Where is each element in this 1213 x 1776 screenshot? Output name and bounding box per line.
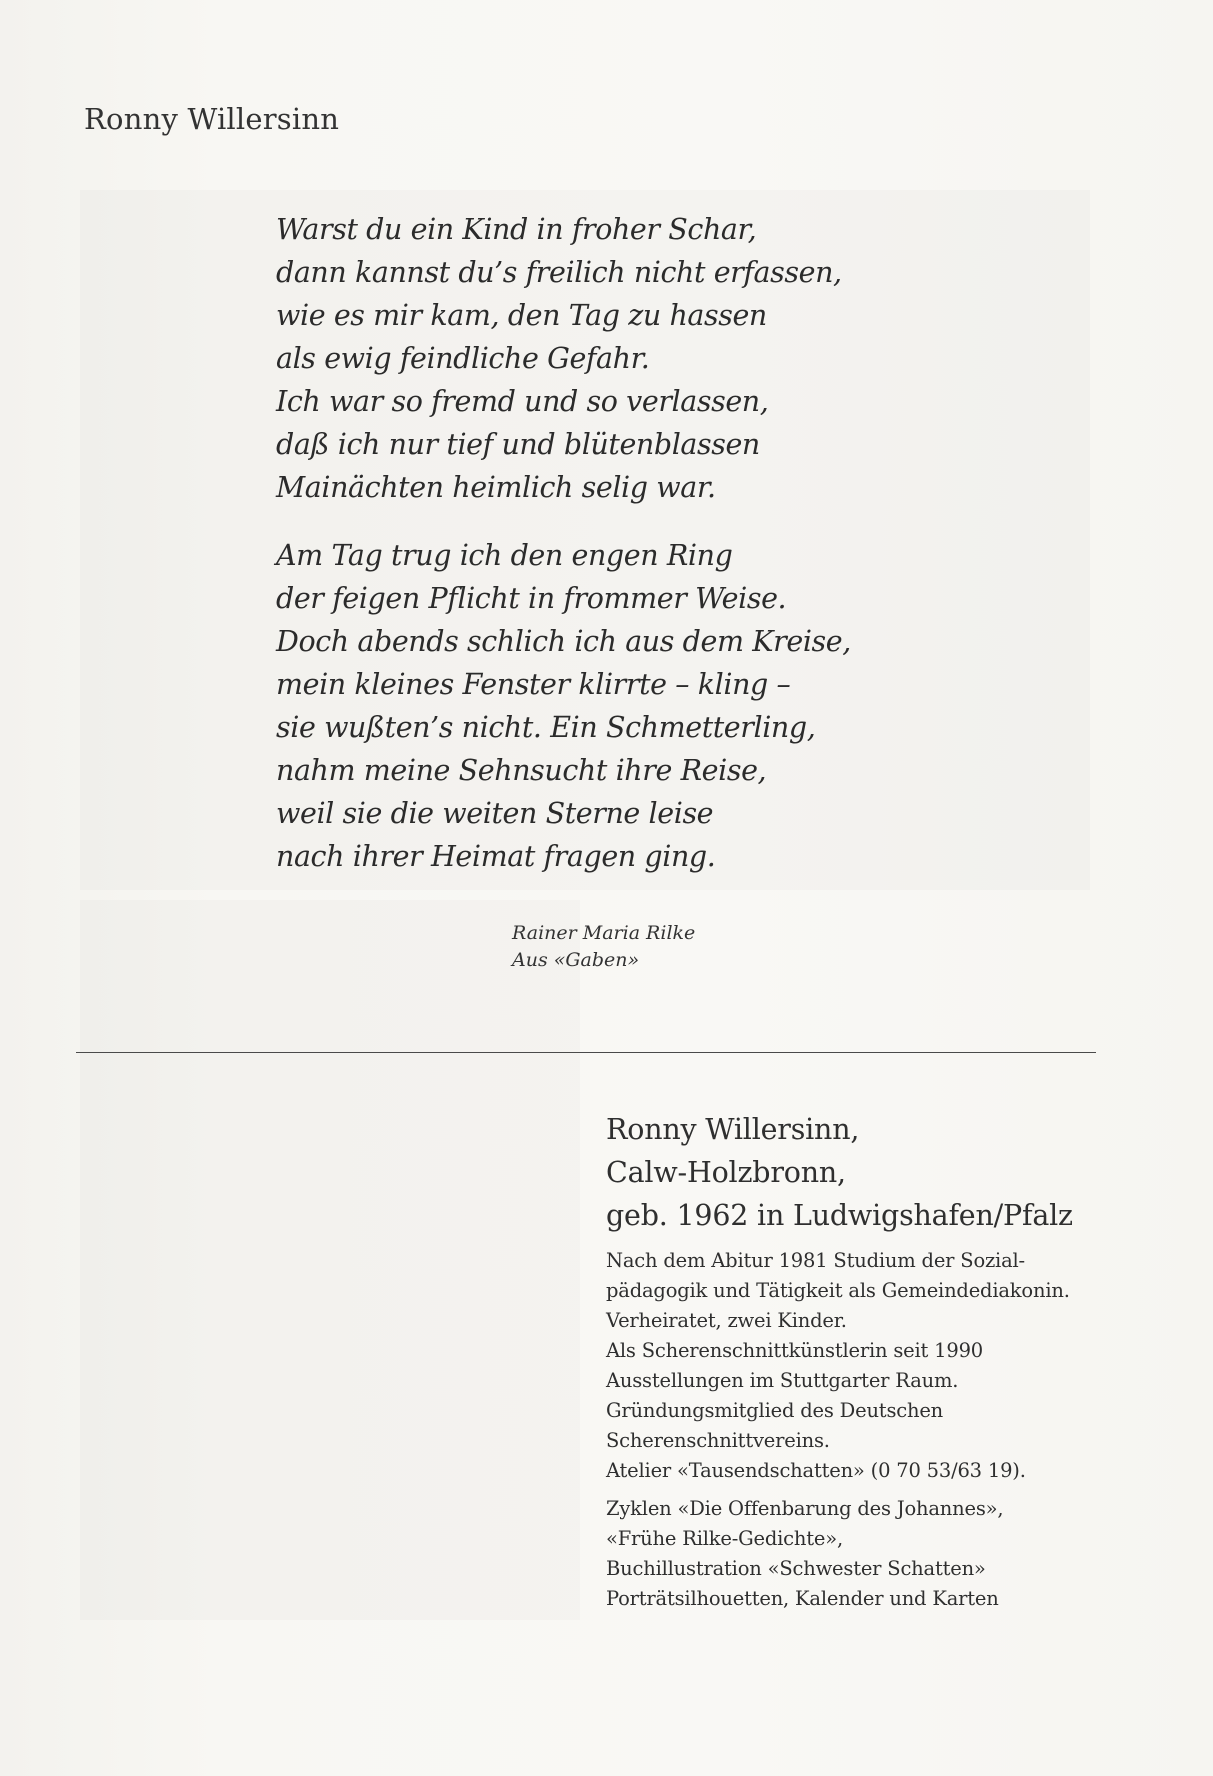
poem-attribution bbox=[512, 920, 695, 974]
verse-line: daß ich nur tief und blütenblassen bbox=[276, 428, 760, 461]
verse-line: wie es mir kam, den Tag zu hassen bbox=[276, 299, 767, 332]
verse-line: mein kleines Fenster klirrte – kling – bbox=[276, 668, 791, 701]
biography-line: Scherenschnittvereins. bbox=[606, 1429, 830, 1452]
biography-line: Nach dem Abitur 1981 Studium der Sozial- bbox=[606, 1249, 1025, 1272]
works-line: Zyklen «Die Offenbarung des Johannes», bbox=[606, 1497, 1004, 1520]
works-paragraph bbox=[606, 1494, 1106, 1614]
biography-line: Atelier «Tausendschatten» (0 70 53/63 19). bbox=[606, 1459, 1026, 1482]
artist-heading bbox=[606, 1108, 1073, 1237]
biography-line: Gründungsmitglied des Deutschen bbox=[606, 1399, 944, 1422]
verse-line: nach ihrer Heimat fragen ging. bbox=[276, 840, 716, 873]
divider-rule bbox=[76, 1052, 1096, 1053]
verse-line: der feigen Pflicht in frommer Weise. bbox=[276, 582, 787, 615]
biography-line: Als Scherenschnittkünstlerin seit 1990 bbox=[606, 1339, 983, 1362]
verse-line: sie wußten’s nicht. Ein Schmetterling, bbox=[276, 711, 816, 744]
verse-line: Am Tag trug ich den engen Ring bbox=[276, 539, 733, 572]
biography-line: Verheiratet, zwei Kinder. bbox=[606, 1309, 847, 1332]
works-line: «Frühe Rilke-Gedichte», bbox=[606, 1527, 843, 1550]
verse-line: Ich war so fremd und so verlassen, bbox=[276, 385, 769, 418]
artist-birth: geb. 1962 in Ludwigshafen/Pfalz bbox=[606, 1199, 1073, 1232]
biography-line: Ausstellungen im Stuttgarter Raum. bbox=[606, 1369, 959, 1392]
artist-name: Ronny Willersinn, bbox=[606, 1113, 860, 1146]
verse-line: Mainächten heimlich selig war. bbox=[276, 471, 716, 504]
attribution-source: Aus «Gaben» bbox=[512, 949, 640, 971]
verse-line: Doch abends schlich ich aus dem Kreise, bbox=[276, 625, 851, 658]
works-line: Porträtsilhouetten, Kalender und Karten bbox=[606, 1587, 999, 1610]
poem bbox=[276, 208, 916, 903]
biography-line: pädagogik und Tätigkeit als Gemeindediakonin. bbox=[606, 1279, 1070, 1302]
stanza-2 bbox=[276, 534, 916, 878]
verse-line: nahm meine Sehnsucht ihre Reise, bbox=[276, 754, 767, 787]
show-through-shadow bbox=[80, 900, 580, 1620]
artist-biography bbox=[606, 1246, 1106, 1622]
works-line: Buchillustration «Schwester Schatten» bbox=[606, 1557, 986, 1580]
verse-line: dann kannst du’s freilich nicht erfassen, bbox=[276, 256, 842, 289]
running-head: Ronny Willersinn bbox=[84, 102, 340, 136]
verse-line: als ewig feindliche Gefahr. bbox=[276, 342, 650, 375]
stanza-1 bbox=[276, 208, 916, 509]
artist-location: Calw-Holzbronn, bbox=[606, 1156, 846, 1189]
verse-line: weil sie die weiten Sterne leise bbox=[276, 797, 714, 830]
verse-line: Warst du ein Kind in froher Schar, bbox=[276, 213, 757, 246]
biography-paragraph bbox=[606, 1246, 1106, 1486]
attribution-author: Rainer Maria Rilke bbox=[512, 922, 696, 944]
